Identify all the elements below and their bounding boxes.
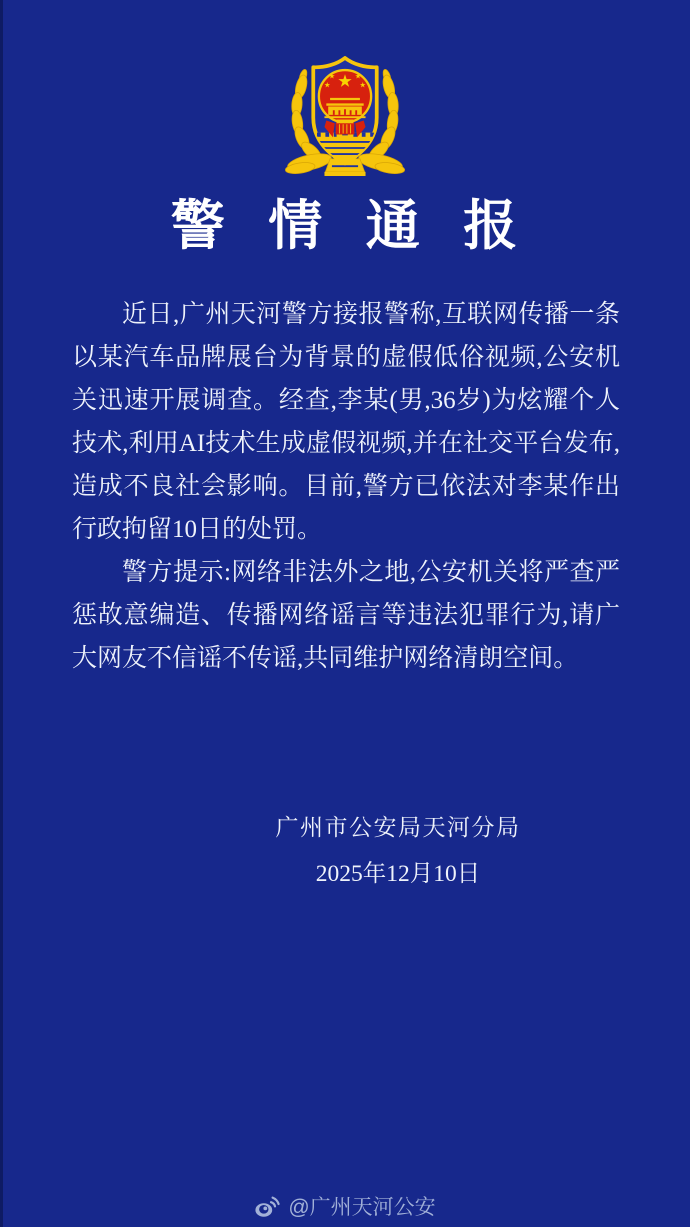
notice-paragraph-2: 警方提示:网络非法外之地,公安机关将严查严惩故意编造、传播网络谣言等违法犯罪行为,请广大网友不信谣不传谣,共同维护网络清朗空间。 [72, 559, 620, 672]
issue-date: 2025年12月10日 [315, 861, 481, 887]
left-edge-shadow [0, 0, 3, 1227]
weibo-icon [254, 1195, 281, 1218]
notice-paragraph-1: 近日,广州天河警方接报警称,互联网传播一条以某汽车品牌展台为背景的虚假低俗视频,公安机关迅速开展调查。经查,李某(男,36岁)为炫耀个人技术,利用AI技术生成虚假视频,并在社交平台发布,造成不良社会影响。目前,警方已依法对李某作出行政拘留10日的处罚。 [72, 301, 620, 543]
signature-block [106, 805, 690, 897]
notice-title: 警 情 通 报 [170, 196, 520, 256]
police-badge-icon [270, 43, 420, 183]
notice-body [72, 293, 620, 680]
weibo-handle: @广州天河公安 [288, 1196, 436, 1219]
issuer-name: 广州市公安局天河分局 [275, 815, 521, 840]
watermark-footer [0, 1191, 690, 1221]
